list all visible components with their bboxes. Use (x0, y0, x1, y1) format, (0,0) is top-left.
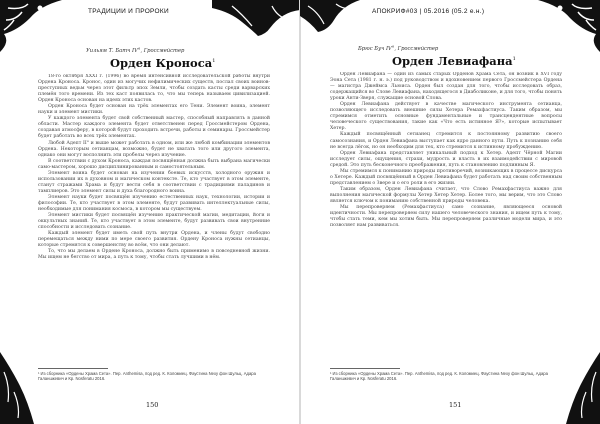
running-header: ТРАДИЦИИ И ПРОРОКИ (88, 8, 169, 15)
paragraph: Таким образом, Орден Левиафана считает, что Слово Ремахфастиуса важно для выполнения магической формулы Хетер Хетер Хетер. Более того, мы верим, что это Слово является ключом к пониманию собственной природы человека. (330, 186, 562, 204)
paragraph: В соответствии с духом Кроноса, каждая посвящённая должна быть выбрана магически само-мастером, хорошо дисциплинированным и самостоятельным. (38, 158, 270, 170)
article-title-text: Орден Кроноса (110, 56, 213, 70)
paragraph: Орден Левиафана действует в качестве магического инструмента сетианца, позволяющего исследовать внешние силы Хетера Ремахфастиуса. Таким образом, мы стремимся отметить основные фундаментальные и трансцендентные вопросы человеческого существования, такие как «Что есть истинное Я?», которые испытывает Хетер. (330, 102, 562, 132)
title-footnote-mark: 1 (212, 58, 216, 65)
footnote-rule (330, 368, 400, 369)
right-page (300, 0, 600, 424)
article-author: Брюс Буч IV°, Гроссмейстер (358, 46, 439, 52)
paragraph: Элемент воина будет основан на изучении боевых искусств, холодного оружия и использовании их в духовном и магическом контексте. Те, кто участвует в этом элементе, станут стражами Храма и будут вести себя в соответствии с традициями паладинов и тамплиеров. Это элемент силы и духа благородного воина. (38, 170, 270, 194)
page-number: 151 (449, 401, 462, 409)
ornament-top-right (530, 0, 600, 56)
article-title (392, 54, 516, 68)
ornament-bottom-right (566, 352, 600, 424)
paragraph: Элемент науки будет посвящён изучению естественных наук, технологии, истории и философии. Те, кто участвует в этом элементе, будут развивать интеллектуальные силы, необходимые для понимания космоса, в котором мы существуем. (38, 194, 270, 213)
page-number: 150 (146, 401, 159, 409)
paragraph: Каждый посвящённый сетианец стремится к постоянному развитию своего самосознания, и Орден Левиафана выступает как ядро данного пути. Путь к познанию себя не всегда лёгок, но он необходим для тех, кто стремится к истинному пробуждению. (330, 132, 562, 150)
article-title (110, 56, 215, 70)
paragraph: Мы стремимся к пониманию природы противоречий, возникающих в процессе дискурса о Хетере. Каждый посвящённый в Орден Левиафана будет работать над своим собственным представлением о Звере и о его роли в его жизни. (330, 168, 562, 186)
body-text (330, 72, 562, 336)
ornament-top-center (300, 0, 360, 36)
article-author: Уильям Т. Батч IV°, Гроссмейстер (86, 48, 185, 54)
paragraph: Орден Левиафана представляет уникальный подход к Хетер. Адепт Чёрной Магии исследует силы, ощущения, страхи, мудрость и власть в их взаимодействии с мировой средой. Это путь бесконечного преображения, путь к становлению подлинным Я. (330, 150, 562, 168)
paragraph: Орден Левиафана — один из самых старых Орденов Храма Сета, он возник в XVI году Эона Сета (1981 г. н. э.) под руководством и вдохновением первого Гроссмейстера Ордена — магистра Джеймса Льюиса. Орден был создан для того, чтобы исследовать образ, содержащийся во Слове Левиафана, находящегося в Диаболиконе, и для того, чтобы понять уроки Анти-Зверя, служащие основой Слова. (330, 72, 562, 102)
ornament-top-center (212, 0, 300, 40)
paragraph: Любой Адепт II° и выше может работать в одном, или же любой комбинации элементов Ордена. Некоторым сетианцам, возможно, будет не хватать того или другого элемента, однако они могут восполнить эти пробелы через изучение. (38, 140, 270, 158)
paragraph: У каждого элемента будет свой собственный мастер, способный направлять в данной области. Мастер каждого элемента будет ответственен перед Гроссмейстером Ордена, создавая атмосферу, в которой будут проходить встречи, работы и семинары. Гроссмейстер будет работать во всех трёх элементах. (38, 116, 270, 140)
paragraph: То, что мы делаем в Ордене Кроноса, должно быть применимо в повседневной жизни. Мы ищем не бегство от мира, а путь к тому, чтобы стать лучшими в нём. (38, 249, 270, 261)
paragraph: Каждый элемент будет иметь свой путь внутри Ордена, и члены будут свободно перемещаться между ними по мере своего развития. Ордену Кроноса нужны сетианцы, которые стремятся к совершенству во всём, что они делают. (38, 231, 270, 249)
article-title-text: Орден Левиафана (392, 54, 513, 68)
ornament-top-left (0, 0, 70, 56)
ornament-bottom-left (0, 352, 34, 424)
paragraph: Орден Кроноса будет основан на трёх элементах его Тени. Элемент воина, элемент науки и элемент мистики. (38, 104, 270, 116)
paragraph: Элемент мистики будет посвящён изучению практической магии, медитации, йоги и оккультных знаний. Те, кто участвует в этом элементе, будут развивать свои внутренние способности и исследовать сознание. (38, 213, 270, 231)
title-footnote-mark: 1 (512, 56, 516, 63)
paragraph: 18-го октября XXXI г. (1996) во время интенсивной исследовательской работы внутри Ордена Кроноса. Кронос, один из могучих нефилимических существ, послал своих воинов-преступных ведьм через этот фильтр эпох Земли, чтобы создать касты среди варварских племён того времени. Из тех каст появилась то, что мы теперь называем цивилизацией. Орден Кроноса основан на идеях этих кастов. (38, 74, 270, 104)
footnote: ¹ Из сборника «Ордены Храма Сета». Пер. Anthemisa, под ред. К. Коломиец. Фаустина Nexy фон Шульц. Адара Галаншкевич и Кр. Nosferatu 2016. (330, 371, 548, 382)
footnote-rule (38, 368, 108, 369)
footnote: ¹ Из сборника «Ордены Храма Сета». Пер. Anthemisa, под ред. К. Коломиец. Фаустина Nexy фон Шульц. Адара Галаншкевич и Кр. Nosferatu 2016. (38, 371, 256, 382)
paragraph: Мы перепроверяем (Ремахфастиуса) само сознание, являющееся основой идентичности. Мы перепроверяем силу нашего человеческого знания, и ищем путь к тому, чтобы стать теми, кем мы хотим быть. Мы перепроверяем различные модели мира, и это позволяет нам развиваться. (330, 205, 562, 229)
body-text (38, 74, 270, 336)
running-header: АПОКРИФ#03 | 05.2016 (05.2 e.н.) (372, 8, 485, 15)
